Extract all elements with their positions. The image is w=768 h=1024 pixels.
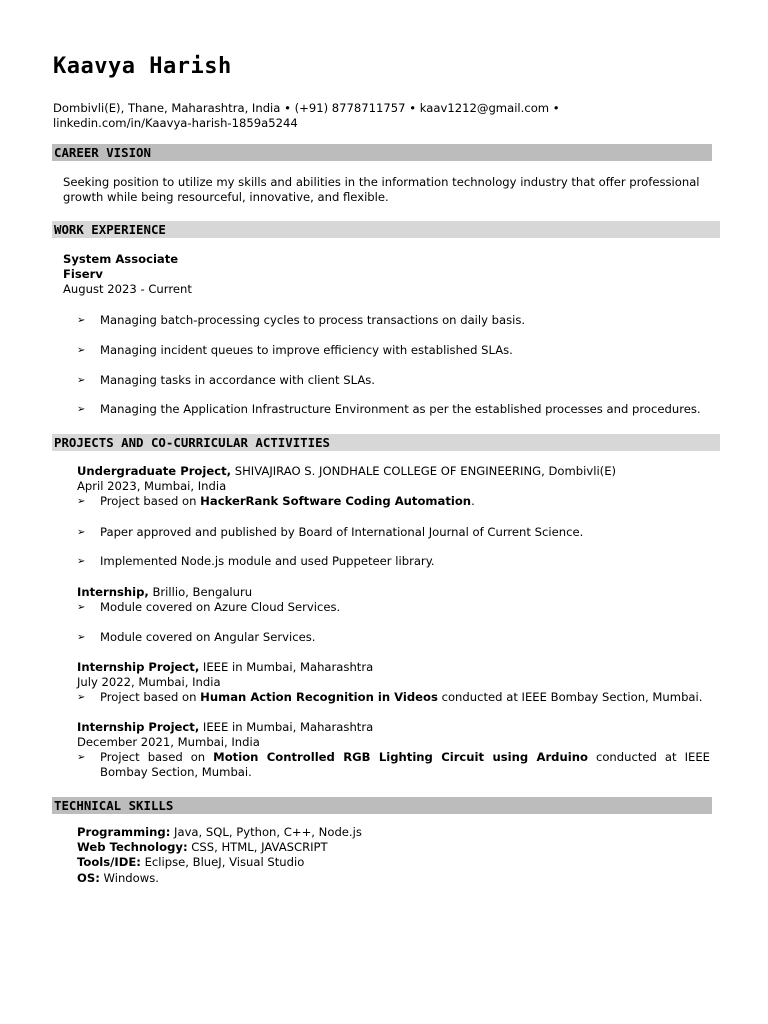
bullet-arrow-icon: ➢: [77, 345, 86, 356]
linkedin-link[interactable]: linkedin.com/in/Kaavya-harish-1859a5244: [53, 116, 298, 130]
bullet-text: Paper approved and published by Board of International Journal of Current Science.: [100, 525, 584, 539]
skill-value: CSS, HTML, JAVASCRIPT: [187, 840, 328, 855]
skill-row: [77, 840, 362, 855]
bullet-text: Project based on: [100, 750, 214, 764]
bullet-text: conducted at IEEE: [587, 750, 710, 764]
bullet-arrow-icon: ➢: [77, 752, 86, 763]
bullet-text: Bombay Section, Mumbai.: [100, 765, 252, 780]
skill-value: Eclipse, BlueJ, Visual Studio: [140, 855, 305, 870]
bullet-text-bold: Motion Controlled RGB Lighting Circuit using Arduino: [213, 750, 588, 764]
section-projects: PROJECTS AND CO-CURRICULAR ACTIVITIES: [52, 434, 720, 451]
work-entry-header: [63, 252, 192, 298]
project-date: April 2023, Mumbai, India: [77, 479, 227, 494]
project-header: [77, 660, 373, 690]
project-date: December 2021, Mumbai, India: [77, 735, 260, 750]
skill-row: [77, 871, 362, 886]
bullet-text: Managing batch-processing cycles to process transactions on daily basis.: [100, 313, 526, 327]
project-org: Brillio, Bengaluru: [148, 585, 253, 599]
project-header: [77, 464, 616, 494]
career-vision-line: Seeking position to utilize my skills and abilities in the information technology industry that offer professional: [63, 175, 700, 189]
bullet-text: Module covered on Azure Cloud Services.: [100, 600, 341, 614]
skill-value: Java, SQL, Python, C++, Node.js: [170, 825, 362, 839]
section-technical-skills: TECHNICAL SKILLS: [52, 797, 712, 814]
job-dates: August 2023 - Current: [63, 282, 192, 297]
bullet-text: Managing incident queues to improve efficiency with established SLAs.: [100, 343, 513, 357]
contact-info: [53, 101, 713, 131]
project-label: Internship Project,: [77, 660, 200, 674]
skill-label: OS:: [77, 870, 100, 885]
bullet-arrow-icon: ➢: [77, 692, 86, 703]
skill-value: Windows.: [99, 870, 159, 885]
bullet-text: conducted at IEEE Bombay Section, Mumbai.: [437, 690, 703, 704]
resume-name: Kaavya Harish: [53, 54, 232, 79]
bullet-text: Project based on: [100, 494, 201, 508]
skill-row: [77, 855, 362, 870]
bullet-text: Module covered on Angular Services.: [100, 630, 316, 644]
bullet-text: .: [471, 494, 475, 508]
skill-label: Tools/IDE:: [77, 855, 141, 870]
project-label: Undergraduate Project,: [77, 464, 232, 478]
contact-line: Dombivli(E), Thane, Maharashtra, India • (+91) 8778711757 • kaav1212@gmail.com •: [53, 101, 560, 115]
bullet-text: Project based on: [100, 690, 201, 704]
bullet-text: Implemented Node.js module and used Puppeteer library.: [100, 554, 435, 568]
section-work-experience: WORK EXPERIENCE: [52, 221, 720, 238]
bullet-arrow-icon: ➢: [77, 315, 86, 326]
project-date: July 2022, Mumbai, India: [77, 675, 221, 690]
skill-label: Programming:: [77, 825, 171, 839]
job-title: System Associate: [63, 252, 179, 266]
project-header: [77, 585, 252, 600]
career-vision-line: growth while being resourceful, innovative, and flexible.: [63, 190, 389, 205]
skill-label: Web Technology:: [77, 840, 188, 855]
bullet-arrow-icon: ➢: [77, 556, 86, 567]
section-career-vision: CAREER VISION: [52, 144, 712, 161]
bullet-arrow-icon: ➢: [77, 602, 86, 613]
bullet-text: Managing the Application Infrastructure Environment as per the established processes and procedures.: [100, 402, 701, 416]
bullet-arrow-icon: ➢: [77, 404, 86, 415]
project-header: [77, 720, 373, 750]
project-org: IEEE in Mumbai, Maharashtra: [199, 660, 374, 674]
career-vision-text: [63, 175, 723, 205]
project-label: Internship Project,: [77, 720, 200, 734]
bullet-text-bold: HackerRank Software Coding Automation: [200, 494, 472, 508]
skill-row: [77, 825, 362, 840]
bullet-text: Managing tasks in accordance with client SLAs.: [100, 373, 375, 387]
bullet-text-bold: Human Action Recognition in Videos: [200, 690, 438, 704]
bullet-arrow-icon: ➢: [77, 632, 86, 643]
project-label: Internship,: [77, 585, 149, 599]
project-org: SHIVAJIRAO S. JONDHALE COLLEGE OF ENGINEERING, Dombivli(E): [231, 464, 617, 478]
project-org: IEEE in Mumbai, Maharashtra: [199, 720, 374, 734]
skills-list: [77, 825, 362, 886]
bullet-arrow-icon: ➢: [77, 375, 86, 386]
bullet-arrow-icon: ➢: [77, 527, 86, 538]
bullet-arrow-icon: ➢: [77, 496, 86, 507]
company-name: Fiserv: [63, 267, 103, 282]
